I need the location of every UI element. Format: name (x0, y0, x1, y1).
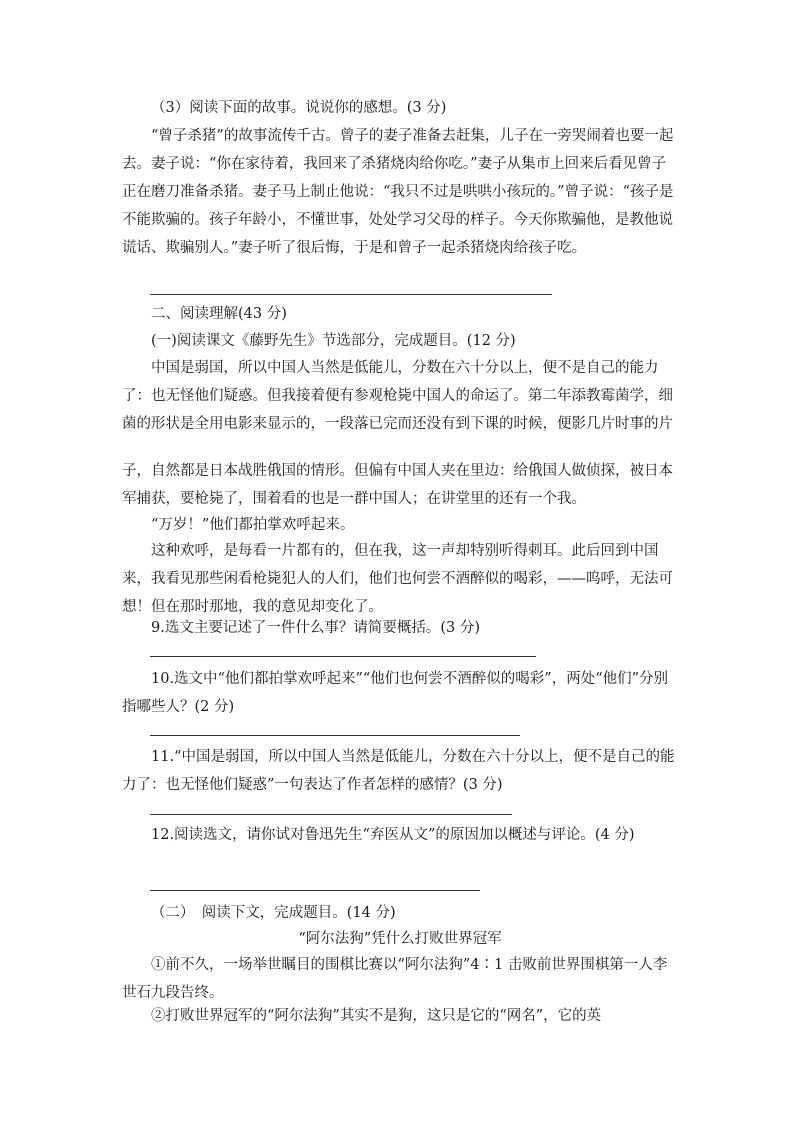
article-paragraph-1: ①前不久，一场举世瞩目的围棋比赛以“阿尔法狗”4∶1 击败前世界围棋第一人李世石九段告终。 (122, 957, 668, 1001)
question-12: 12.阅读选文，请你试对鲁迅先生“弃医从文”的原因加以概述与评论。(4 分) (151, 827, 635, 843)
part1-paragraph-3: 这种欢呼，是每看一片都有的，但在我，这一声却特别听得刺耳。此后回到中国来，我看见那些闲看枪毙犯人的人们，他们也何尝不酒醉似的喝彩，——呜呼，无法可想！但在那时那地，我的意见却变化了。 (122, 543, 673, 615)
question-11: 11.“中国是弱国，所以中国人当然是低能儿，分数在六十分以上，便不是自己的能力了：也无怪他们疑惑”一句表达了作者怎样的感情？(3 分) (122, 749, 675, 793)
part2-intro: （二） 阅读下文，完成题目。(14 分) (151, 905, 396, 921)
answer-line-q9 (150, 656, 536, 657)
section2-title: 二、阅读理解(43 分) (151, 306, 287, 322)
answer-line-q11 (150, 814, 512, 815)
q3-story: “曾子杀猪”的故事流传千古。曾子的妻子准备去赶集，儿子在一旁哭闹着也要一起去。妻子说：“你在家待着，我回来了杀猪烧肉给你吃。”妻子从集市上回来后看见曾子正在磨刀准备杀猪。妻子马上制止他说：“我只不过是哄哄小孩玩的。”曾子说：“孩子是不能欺骗的。孩子年龄小，不懂世事，处处学习父母的样子。今天你欺骗他，是教他说谎话、欺骗别人。”妻子听了很后悔，于是和曾子一起杀猪烧肉给孩子吃。 (122, 128, 674, 256)
article-title: “阿尔法狗”凭什么打败世界冠军 (298, 931, 502, 947)
part1-paragraph-1: 中国是弱国，所以中国人当然是低能儿，分数在六十分以上，便不是自己的能力了：也无怪他们疑惑。但我接着便有参观枪毙中国人的命运了。第二年添教霉菌学，细菌的形状是全用电影来显示的，一段落已完而还没有到下课的时候，便影几片时事的片 (122, 360, 673, 432)
part1-paragraph-2: “万岁！”他们都拍掌欢呼起来。 (151, 517, 355, 533)
article-paragraph-2: ②打败世界冠军的“阿尔法狗”其实不是狗，这只是它的“网名”，它的英 (151, 1008, 602, 1024)
question-10: 10.选文中“他们都拍掌欢呼起来”“他们也何尝不酒醉似的喝彩”，两处“他们”分别指哪些人？(2 分) (122, 671, 669, 715)
answer-line-q3 (150, 294, 552, 295)
answer-line-q10 (150, 735, 520, 736)
part1-paragraph-1-continued: 子，自然都是日本战胜俄国的情形。但偏有中国人夹在里边：给俄国人做侦探，被日本军捕获，要枪毙了，围着看的也是一群中国人；在讲堂里的还有一个我。 (122, 463, 673, 507)
answer-line-q12 (150, 890, 480, 891)
question-9: 9.选文主要记述了一件什么事？请简要概括。(3 分) (151, 620, 480, 636)
part1-intro: (一)阅读课文《藤野先生》节选部分，完成题目。(12 分) (151, 333, 516, 349)
q3-title: （3）阅读下面的故事。说说你的感想。(3 分) (151, 100, 447, 116)
